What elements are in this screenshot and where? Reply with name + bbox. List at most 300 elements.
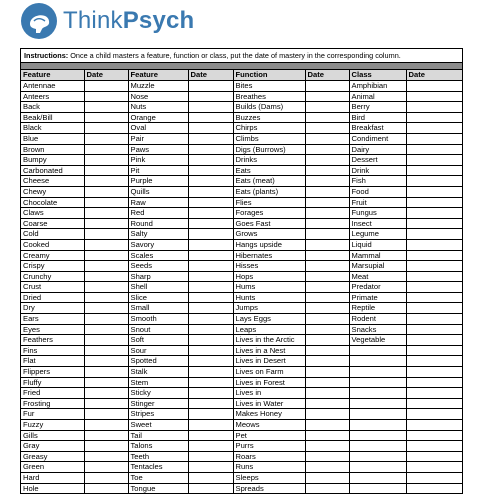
class-cell: Fungus (349, 208, 406, 219)
feature-cell: Quills (128, 186, 188, 197)
date-cell[interactable] (188, 356, 233, 367)
function-cell: Hisses (233, 261, 305, 272)
date-cell[interactable] (305, 441, 349, 452)
date-cell[interactable] (305, 123, 349, 134)
date-cell[interactable] (406, 345, 462, 356)
feature-cell: Seeds (128, 261, 188, 272)
date-cell[interactable] (84, 239, 128, 250)
date-cell[interactable] (305, 197, 349, 208)
table-row (21, 303, 462, 314)
table-row (21, 292, 462, 303)
date-cell[interactable] (84, 208, 128, 219)
date-cell[interactable] (305, 367, 349, 378)
date-cell[interactable] (188, 420, 233, 431)
date-cell[interactable] (188, 165, 233, 176)
date-cell[interactable] (84, 81, 128, 92)
table-row (21, 430, 462, 441)
feature-cell: Antennae (21, 81, 84, 92)
instructions (21, 49, 462, 63)
date-cell[interactable] (188, 430, 233, 441)
table-row (21, 133, 462, 144)
date-cell[interactable] (188, 409, 233, 420)
feature-cell: Talons (128, 441, 188, 452)
date-cell[interactable] (406, 462, 462, 473)
class-cell: Animal (349, 91, 406, 102)
feature-cell: Anteers (21, 91, 84, 102)
date-cell[interactable] (305, 155, 349, 166)
feature-cell: Gills (21, 430, 84, 441)
date-cell[interactable] (305, 176, 349, 187)
feature-cell: Greasy (21, 451, 84, 462)
date-cell[interactable] (406, 420, 462, 431)
function-cell: Meows (233, 420, 305, 431)
date-cell[interactable] (84, 102, 128, 113)
feature-cell: Nose (128, 91, 188, 102)
function-cell: Eats (233, 165, 305, 176)
table-row (21, 324, 462, 335)
function-cell: Bites (233, 81, 305, 92)
class-cell: Marsupial (349, 261, 406, 272)
class-cell (349, 398, 406, 409)
date-cell[interactable] (406, 239, 462, 250)
feature-cell: Scales (128, 250, 188, 261)
date-cell[interactable] (406, 144, 462, 155)
date-cell[interactable] (84, 123, 128, 134)
feature-cell: Stinger (128, 398, 188, 409)
date-cell[interactable] (406, 186, 462, 197)
feature-cell: Snout (128, 324, 188, 335)
date-cell[interactable] (406, 377, 462, 388)
date-cell[interactable] (84, 133, 128, 144)
feature-cell: Carbonated (21, 165, 84, 176)
date-cell[interactable] (188, 144, 233, 155)
feature-cell: Cold (21, 229, 84, 240)
date-cell[interactable] (305, 218, 349, 229)
date-cell[interactable] (305, 398, 349, 409)
function-cell: Chirps (233, 123, 305, 134)
feature-cell: Small (128, 303, 188, 314)
date-cell[interactable] (188, 345, 233, 356)
feature-cell: Stalk (128, 367, 188, 378)
class-cell (349, 441, 406, 452)
date-cell[interactable] (305, 420, 349, 431)
date-cell[interactable] (305, 144, 349, 155)
function-cell: Runs (233, 462, 305, 473)
column-header-class: Class (349, 70, 406, 81)
date-cell[interactable] (188, 186, 233, 197)
date-cell[interactable] (406, 155, 462, 166)
function-cell: Builds (Dams) (233, 102, 305, 113)
class-cell (349, 483, 406, 493)
date-cell[interactable] (84, 165, 128, 176)
date-cell[interactable] (84, 472, 128, 483)
feature-cell: Salty (128, 229, 188, 240)
table-row (21, 472, 462, 483)
date-cell[interactable] (305, 345, 349, 356)
date-cell[interactable] (406, 133, 462, 144)
date-cell[interactable] (188, 133, 233, 144)
date-cell[interactable] (188, 208, 233, 219)
date-cell[interactable] (188, 292, 233, 303)
function-cell: Pet (233, 430, 305, 441)
date-cell[interactable] (84, 409, 128, 420)
date-cell[interactable] (406, 250, 462, 261)
date-cell[interactable] (406, 282, 462, 293)
function-cell: Makes Honey (233, 409, 305, 420)
class-cell: Primate (349, 292, 406, 303)
function-cell: Hops (233, 271, 305, 282)
date-cell[interactable] (84, 186, 128, 197)
date-cell[interactable] (84, 282, 128, 293)
date-cell[interactable] (305, 292, 349, 303)
feature-cell: Tongue (128, 483, 188, 493)
date-cell[interactable] (188, 197, 233, 208)
date-cell[interactable] (84, 197, 128, 208)
date-cell[interactable] (188, 282, 233, 293)
function-cell: Forages (233, 208, 305, 219)
feature-cell: Teeth (128, 451, 188, 462)
date-cell[interactable] (305, 451, 349, 462)
function-cell: Lives in the Arctic (233, 335, 305, 346)
table-row (21, 197, 462, 208)
date-cell[interactable] (84, 388, 128, 399)
date-cell[interactable] (305, 261, 349, 272)
date-cell[interactable] (406, 451, 462, 462)
feature-cell: Cooked (21, 239, 84, 250)
date-cell[interactable] (406, 102, 462, 113)
date-cell[interactable] (305, 81, 349, 92)
date-cell[interactable] (188, 398, 233, 409)
date-cell[interactable] (406, 472, 462, 483)
date-cell[interactable] (305, 483, 349, 493)
date-cell[interactable] (84, 176, 128, 187)
date-cell[interactable] (84, 451, 128, 462)
date-cell[interactable] (84, 483, 128, 493)
date-cell[interactable] (84, 261, 128, 272)
function-cell: Purrs (233, 441, 305, 452)
table-row (21, 314, 462, 325)
function-cell: Eats (plants) (233, 186, 305, 197)
feature-cell: Dried (21, 292, 84, 303)
date-cell[interactable] (84, 303, 128, 314)
date-cell[interactable] (305, 409, 349, 420)
date-cell[interactable] (188, 91, 233, 102)
table-row (21, 250, 462, 261)
date-cell[interactable] (406, 123, 462, 134)
date-cell[interactable] (305, 303, 349, 314)
date-cell[interactable] (406, 324, 462, 335)
function-cell: Lives in Forest (233, 377, 305, 388)
table-row (21, 165, 462, 176)
function-cell: Hangs upside (233, 239, 305, 250)
function-cell: Flies (233, 197, 305, 208)
column-header-date: Date (406, 70, 462, 81)
instructions-text: Once a child masters a feature, function or class, put the date of mastery in the corresponding column. (68, 51, 401, 60)
date-cell[interactable] (406, 335, 462, 346)
date-cell[interactable] (188, 271, 233, 282)
feature-cell: Raw (128, 197, 188, 208)
date-cell[interactable] (84, 441, 128, 452)
date-cell[interactable] (406, 314, 462, 325)
date-cell[interactable] (406, 292, 462, 303)
class-cell: Snacks (349, 324, 406, 335)
feature-cell: Nuts (128, 102, 188, 113)
class-cell (349, 377, 406, 388)
date-cell[interactable] (84, 377, 128, 388)
class-cell (349, 409, 406, 420)
table-row (21, 144, 462, 155)
date-cell[interactable] (84, 356, 128, 367)
mastery-table (21, 70, 462, 493)
table-row (21, 112, 462, 123)
feature-cell: Toe (128, 472, 188, 483)
date-cell[interactable] (84, 335, 128, 346)
table-row (21, 271, 462, 282)
date-cell[interactable] (84, 314, 128, 325)
date-cell[interactable] (84, 398, 128, 409)
table-row (21, 377, 462, 388)
table-row (21, 186, 462, 197)
date-cell[interactable] (406, 165, 462, 176)
date-cell[interactable] (84, 271, 128, 282)
date-cell[interactable] (188, 102, 233, 113)
date-cell[interactable] (188, 261, 233, 272)
feature-cell: Chocolate (21, 197, 84, 208)
feature-cell: Claws (21, 208, 84, 219)
date-cell[interactable] (406, 218, 462, 229)
date-cell[interactable] (305, 208, 349, 219)
date-cell[interactable] (188, 472, 233, 483)
table-row (21, 102, 462, 113)
date-cell[interactable] (305, 335, 349, 346)
class-cell (349, 388, 406, 399)
date-cell[interactable] (406, 409, 462, 420)
feature-cell: Cheese (21, 176, 84, 187)
date-cell[interactable] (305, 282, 349, 293)
date-cell[interactable] (84, 229, 128, 240)
table-row (21, 123, 462, 134)
date-cell[interactable] (84, 218, 128, 229)
table-row (21, 356, 462, 367)
date-cell[interactable] (188, 367, 233, 378)
date-cell[interactable] (305, 133, 349, 144)
date-cell[interactable] (305, 91, 349, 102)
date-cell[interactable] (305, 462, 349, 473)
date-cell[interactable] (305, 112, 349, 123)
table-row (21, 176, 462, 187)
function-cell: Grows (233, 229, 305, 240)
date-cell[interactable] (188, 155, 233, 166)
function-cell: Lives in Water (233, 398, 305, 409)
date-cell[interactable] (406, 367, 462, 378)
brand-name (63, 6, 194, 36)
date-cell[interactable] (305, 430, 349, 441)
date-cell[interactable] (84, 91, 128, 102)
feature-cell: Tentacles (128, 462, 188, 473)
date-cell[interactable] (406, 271, 462, 282)
feature-cell: Flippers (21, 367, 84, 378)
function-cell: Leaps (233, 324, 305, 335)
date-cell[interactable] (305, 239, 349, 250)
date-cell[interactable] (305, 314, 349, 325)
date-cell[interactable] (188, 314, 233, 325)
class-cell (349, 420, 406, 431)
date-cell[interactable] (188, 451, 233, 462)
date-cell[interactable] (406, 112, 462, 123)
date-cell[interactable] (84, 462, 128, 473)
date-cell[interactable] (305, 472, 349, 483)
date-cell[interactable] (406, 303, 462, 314)
feature-cell: Oval (128, 123, 188, 134)
date-cell[interactable] (188, 377, 233, 388)
date-cell[interactable] (305, 356, 349, 367)
date-cell[interactable] (188, 324, 233, 335)
date-cell[interactable] (305, 186, 349, 197)
column-header-feature: Feature (21, 70, 84, 81)
date-cell[interactable] (305, 324, 349, 335)
date-cell[interactable] (406, 176, 462, 187)
feature-cell: Smooth (128, 314, 188, 325)
function-cell: Sleeps (233, 472, 305, 483)
feature-cell: Slice (128, 292, 188, 303)
table-row (21, 409, 462, 420)
class-cell: Liquid (349, 239, 406, 250)
date-cell[interactable] (406, 197, 462, 208)
date-cell[interactable] (406, 483, 462, 493)
feature-cell: Eyes (21, 324, 84, 335)
date-cell[interactable] (305, 250, 349, 261)
function-cell: Hums (233, 282, 305, 293)
date-cell[interactable] (406, 356, 462, 367)
date-cell[interactable] (188, 335, 233, 346)
class-cell: Bird (349, 112, 406, 123)
date-cell[interactable] (406, 441, 462, 452)
class-cell: Mammal (349, 250, 406, 261)
class-cell (349, 367, 406, 378)
date-cell[interactable] (188, 112, 233, 123)
date-cell[interactable] (406, 398, 462, 409)
feature-cell: Paws (128, 144, 188, 155)
feature-cell: Fuzzy (21, 420, 84, 431)
date-cell[interactable] (406, 91, 462, 102)
feature-cell: Gray (21, 441, 84, 452)
feature-cell: Tail (128, 430, 188, 441)
date-cell[interactable] (188, 239, 233, 250)
date-cell[interactable] (84, 292, 128, 303)
date-cell[interactable] (305, 229, 349, 240)
table-row (21, 335, 462, 346)
feature-cell: Stem (128, 377, 188, 388)
function-cell: Jumps (233, 303, 305, 314)
date-cell[interactable] (188, 483, 233, 493)
date-cell[interactable] (305, 102, 349, 113)
function-cell: Lays Eggs (233, 314, 305, 325)
function-cell: Hunts (233, 292, 305, 303)
date-cell[interactable] (84, 367, 128, 378)
date-cell[interactable] (188, 123, 233, 134)
column-header-function: Function (233, 70, 305, 81)
feature-cell: Dry (21, 303, 84, 314)
date-cell[interactable] (305, 165, 349, 176)
date-cell[interactable] (84, 324, 128, 335)
table-row (21, 261, 462, 272)
date-cell[interactable] (305, 388, 349, 399)
brand-name-part1: Think (63, 7, 123, 34)
table-row (21, 208, 462, 219)
date-cell[interactable] (84, 155, 128, 166)
class-cell: Condiment (349, 133, 406, 144)
feature-cell: Pair (128, 133, 188, 144)
date-cell[interactable] (305, 377, 349, 388)
table-row (21, 483, 462, 493)
date-cell[interactable] (406, 388, 462, 399)
instructions-label: Instructions: (24, 51, 69, 60)
feature-cell: Creamy (21, 250, 84, 261)
feature-cell: Hard (21, 472, 84, 483)
date-cell[interactable] (406, 261, 462, 272)
date-cell[interactable] (188, 388, 233, 399)
function-cell: Goes Fast (233, 218, 305, 229)
function-cell: Roars (233, 451, 305, 462)
feature-cell: Sharp (128, 271, 188, 282)
feature-cell: Shell (128, 282, 188, 293)
feature-cell: Red (128, 208, 188, 219)
date-cell[interactable] (188, 250, 233, 261)
brain-logo-icon (20, 2, 58, 40)
function-cell: Climbs (233, 133, 305, 144)
date-cell[interactable] (188, 462, 233, 473)
feature-cell: Orange (128, 112, 188, 123)
table-row (21, 420, 462, 431)
date-cell[interactable] (406, 81, 462, 92)
date-cell[interactable] (84, 420, 128, 431)
function-cell: Breathes (233, 91, 305, 102)
class-cell: Berry (349, 102, 406, 113)
table-row (21, 367, 462, 378)
class-cell: Legume (349, 229, 406, 240)
date-cell[interactable] (188, 81, 233, 92)
date-cell[interactable] (84, 144, 128, 155)
date-cell[interactable] (188, 229, 233, 240)
brand-name-part2: Psych (122, 7, 195, 34)
date-cell[interactable] (84, 112, 128, 123)
date-cell[interactable] (84, 250, 128, 261)
date-cell[interactable] (188, 441, 233, 452)
function-cell: Lives in (233, 388, 305, 399)
table-row (21, 91, 462, 102)
date-cell[interactable] (84, 345, 128, 356)
feature-cell: Crunchy (21, 271, 84, 282)
date-cell[interactable] (406, 208, 462, 219)
feature-cell: Fluffy (21, 377, 84, 388)
date-cell[interactable] (305, 271, 349, 282)
feature-cell: Fins (21, 345, 84, 356)
date-cell[interactable] (188, 176, 233, 187)
feature-cell: Hole (21, 483, 84, 493)
feature-cell: Black (21, 123, 84, 134)
function-cell: Eats (meat) (233, 176, 305, 187)
date-cell[interactable] (188, 303, 233, 314)
date-cell[interactable] (406, 430, 462, 441)
function-cell: Drinks (233, 155, 305, 166)
feature-cell: Chewy (21, 186, 84, 197)
feature-cell: Muzzle (128, 81, 188, 92)
function-cell: Digs (Burrows) (233, 144, 305, 155)
date-cell[interactable] (84, 430, 128, 441)
date-cell[interactable] (188, 218, 233, 229)
feature-cell: Fur (21, 409, 84, 420)
date-cell[interactable] (406, 229, 462, 240)
